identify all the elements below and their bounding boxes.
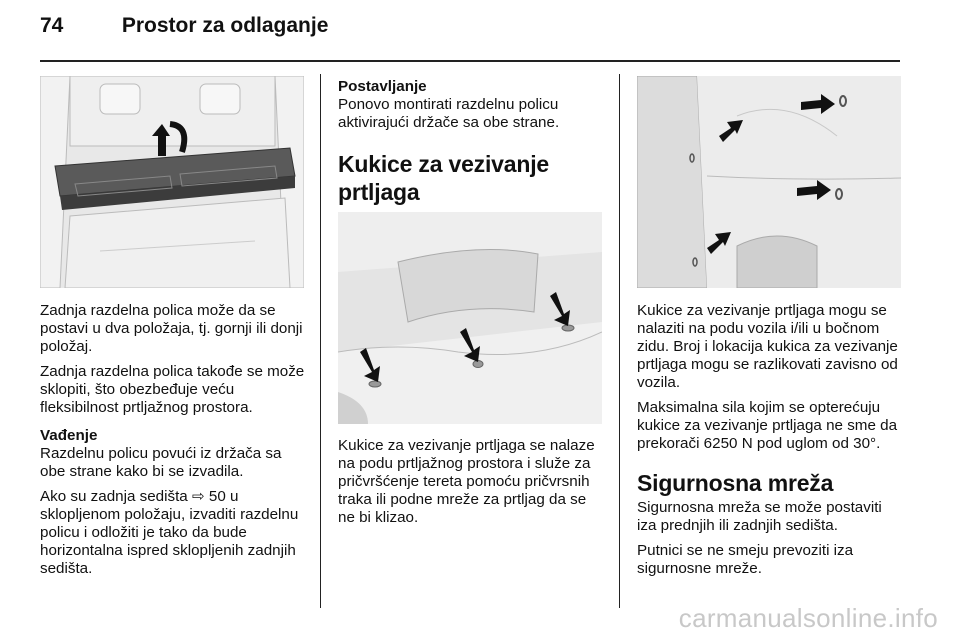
paragraph: Kukice za vezivanje prtljaga mogu se nalaziti na podu vozila i/ili u bočnom zidu. Broj i lokacija kukica za vezivanje prtljaga mogu se razlikovati zavisno od vozila. bbox=[637, 302, 898, 391]
page-title: Prostor za odlaganje bbox=[121, 14, 329, 37]
paragraph: Ponovo montirati razdelnu policu aktivirajući držače sa obe strane. bbox=[338, 96, 560, 131]
column-divider-1 bbox=[320, 74, 321, 608]
illustration-luggage-shelf bbox=[40, 76, 304, 288]
column-2-lower bbox=[338, 437, 604, 534]
section-title-safety-net: Sigurnosna mreža bbox=[637, 470, 834, 496]
column-divider-2 bbox=[619, 74, 620, 608]
paragraph: Ako su zadnja sedišta ⇨ 50 u sklopljenom položaju, izvaditi razdelnu policu i odložiti je tako da bude horizontalna ispred sklopljenih zadnjih sedišta. bbox=[40, 488, 299, 577]
column-1 bbox=[40, 302, 308, 585]
page-header bbox=[40, 14, 328, 38]
paragraph: Kukice za vezivanje prtljaga se nalaze na podu prtljažnog prostora i služe za pričvršćenje tereta pomoću pričvrsnih traka ili podne mreže za prtljag da se ne bi klizao. bbox=[338, 437, 595, 526]
illustration-floor-hooks bbox=[338, 212, 602, 424]
watermark: carmanualsonline.info bbox=[678, 603, 938, 633]
heading-removal: Vađenje bbox=[40, 427, 98, 444]
header-rule bbox=[40, 60, 900, 62]
paragraph: Maksimalna sila kojim se opterećuju kukice za vezivanje prtljaga ne sme da prekorači 6250 N pod uglom od 30°. bbox=[637, 399, 898, 452]
heading-installation: Postavljanje bbox=[338, 78, 427, 95]
column-2 bbox=[338, 78, 608, 224]
illustration-wall-hooks bbox=[637, 76, 901, 288]
column-3 bbox=[637, 302, 905, 585]
section-title-hooks: Kukice za vezivanje prtljaga bbox=[338, 151, 549, 205]
paragraph: Putnici se ne smeju prevoziti iza sigurnosne mreže. bbox=[637, 542, 854, 577]
paragraph: Zadnja razdelna polica takođe se može sklopiti, što obezbeđuje veću fleksibilnost prtljažnog prostora. bbox=[40, 363, 305, 416]
paragraph: Sigurnosna mreža se može postaviti iza prednjih ili zadnjih sedišta. bbox=[637, 499, 882, 534]
paragraph: Zadnja razdelna polica može da se postavi u dva položaja, tj. gornji ili donji položaj. bbox=[40, 302, 303, 355]
page-number: 74 bbox=[40, 14, 64, 37]
paragraph: Razdelnu policu povući iz držača sa obe strane kako bi se izvadila. bbox=[40, 445, 282, 480]
